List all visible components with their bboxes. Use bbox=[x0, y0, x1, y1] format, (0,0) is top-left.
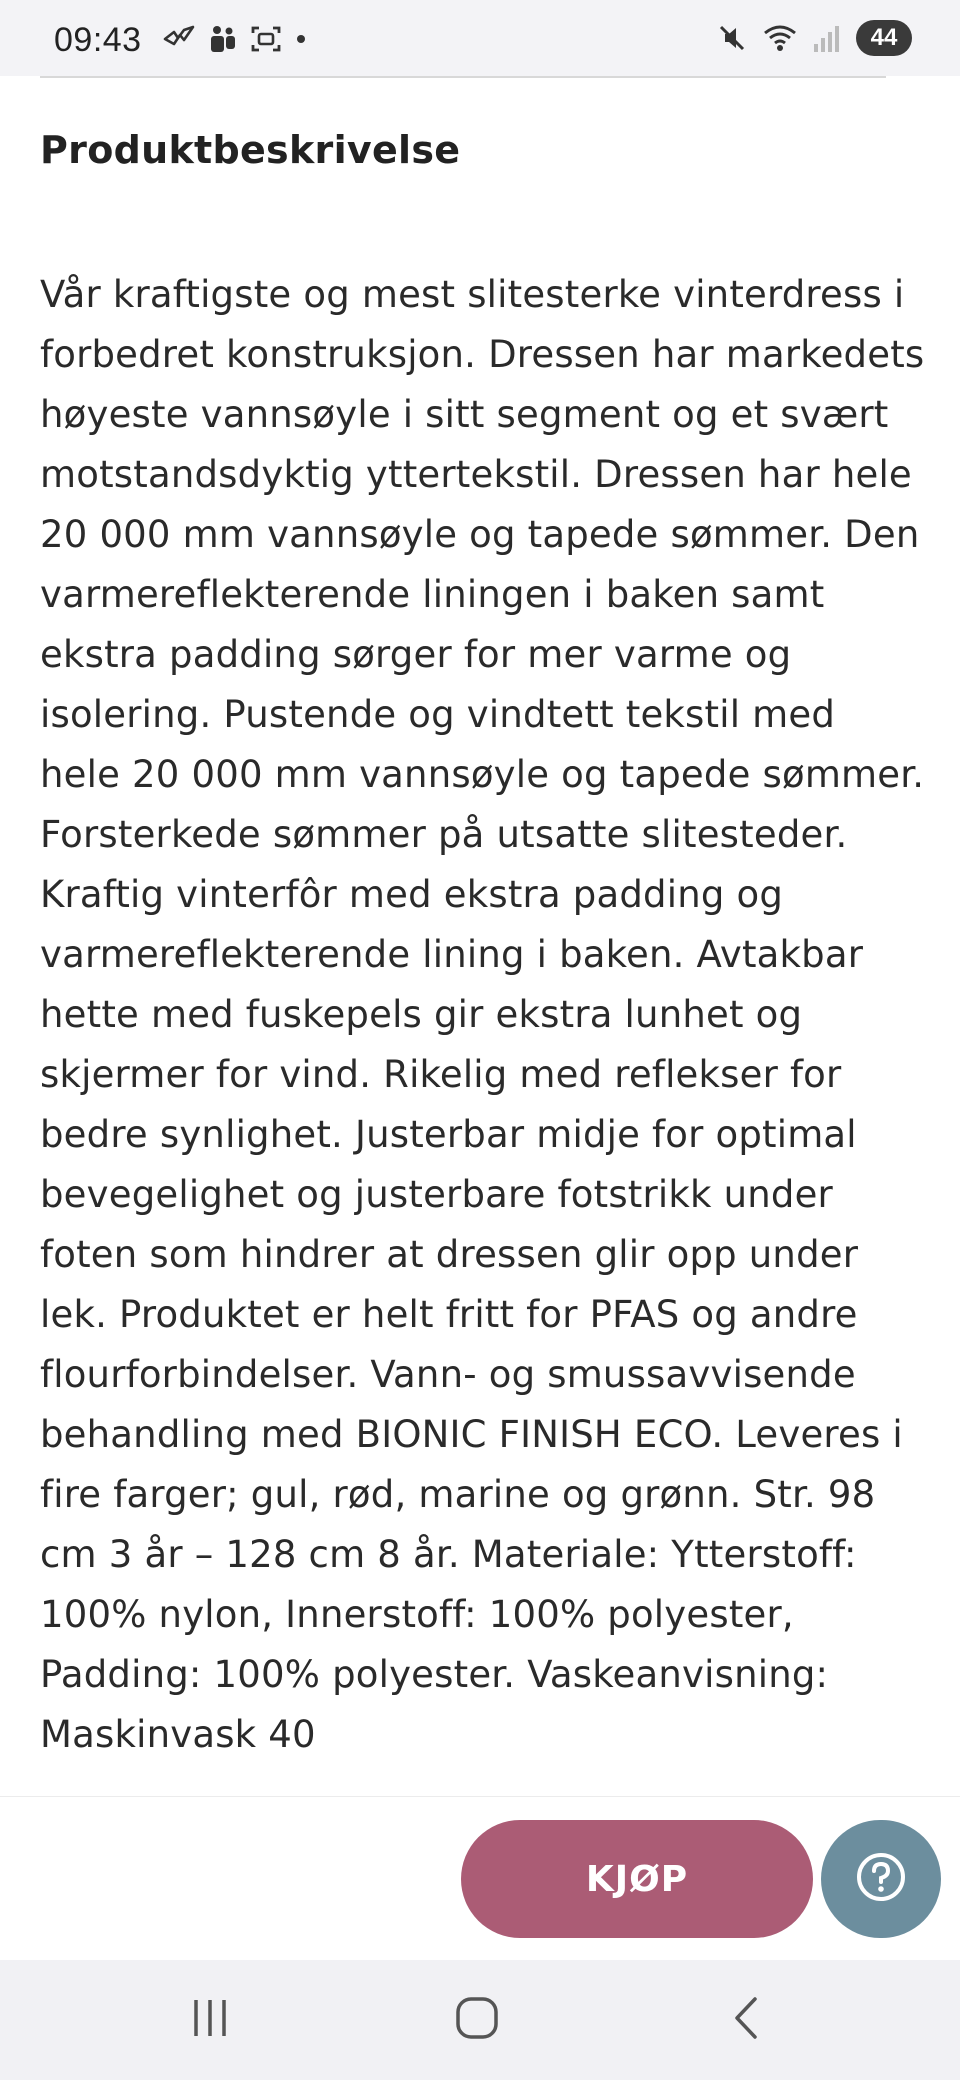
signal-icon bbox=[812, 22, 842, 54]
screenshot-icon bbox=[250, 24, 282, 54]
back-icon bbox=[727, 1995, 767, 2045]
recent-apps-button[interactable] bbox=[170, 1990, 250, 2050]
status-time: 09:43 bbox=[54, 21, 142, 59]
navigation-bar bbox=[0, 1960, 960, 2080]
battery-icon: 44 bbox=[856, 20, 912, 56]
messenger-icon bbox=[162, 24, 196, 54]
status-left-icons bbox=[162, 24, 308, 54]
home-button[interactable] bbox=[437, 1990, 517, 2050]
wifi-icon bbox=[762, 22, 798, 54]
teams-icon bbox=[208, 24, 238, 54]
back-button[interactable] bbox=[707, 1990, 787, 2050]
buy-button[interactable]: KJØP bbox=[461, 1820, 813, 1938]
recent-apps-icon bbox=[188, 1996, 232, 2044]
previous-section-border bbox=[40, 76, 886, 78]
home-icon bbox=[454, 1995, 500, 2045]
section-title: Produktbeskrivelse bbox=[40, 128, 461, 172]
status-bar bbox=[0, 0, 960, 76]
help-button[interactable] bbox=[821, 1820, 941, 1938]
status-right-icons bbox=[716, 20, 912, 56]
dot-icon bbox=[294, 24, 308, 54]
mute-icon bbox=[716, 22, 748, 54]
question-circle-icon bbox=[853, 1849, 909, 1909]
product-description: Vår kraftigste og mest slitesterke vinterdress i forbedret konstruksjon. Dressen har markedets høyeste vannsøyle i sitt segment og et svært motstandsdyktig yttertekstil. Dressen har hele 20 000 mm vannsøyle og tapede sømmer. Den varmereflekterende liningen i baken samt ekstra padding sørger for mer varme og isolering. Pustende og vindtett tekstil med hele 20 000 mm vannsøyle og tapede sømmer. Forsterkede sømmer på utsatte slitesteder. Kraftig vinterfôr med ekstra padding og varmereflekterende lining i baken. Avtakbar hette med fuskepels gir ekstra lunhet og skjermer for vind. Rikelig med reflekser for bedre synlighet. Justerbar midje for optimal bevegelighet og justerbare fotstrikk under foten som hindrer at dressen glir opp under lek. Produktet er helt fritt for PFAS og andre flourforbindelser. Vann- og smussavvisende behandling med BIONIC FINISH ECO. Leveres i fire farger; gul, rød, marine og grønn. Str. 98 cm 3 år – 128 cm 8 år. Materiale: Ytterstoff: 100% nylon, Innerstoff: 100% polyester, Padding: 100% polyester. Vaskeanvisning: Maskinvask 40 bbox=[40, 273, 925, 1756]
